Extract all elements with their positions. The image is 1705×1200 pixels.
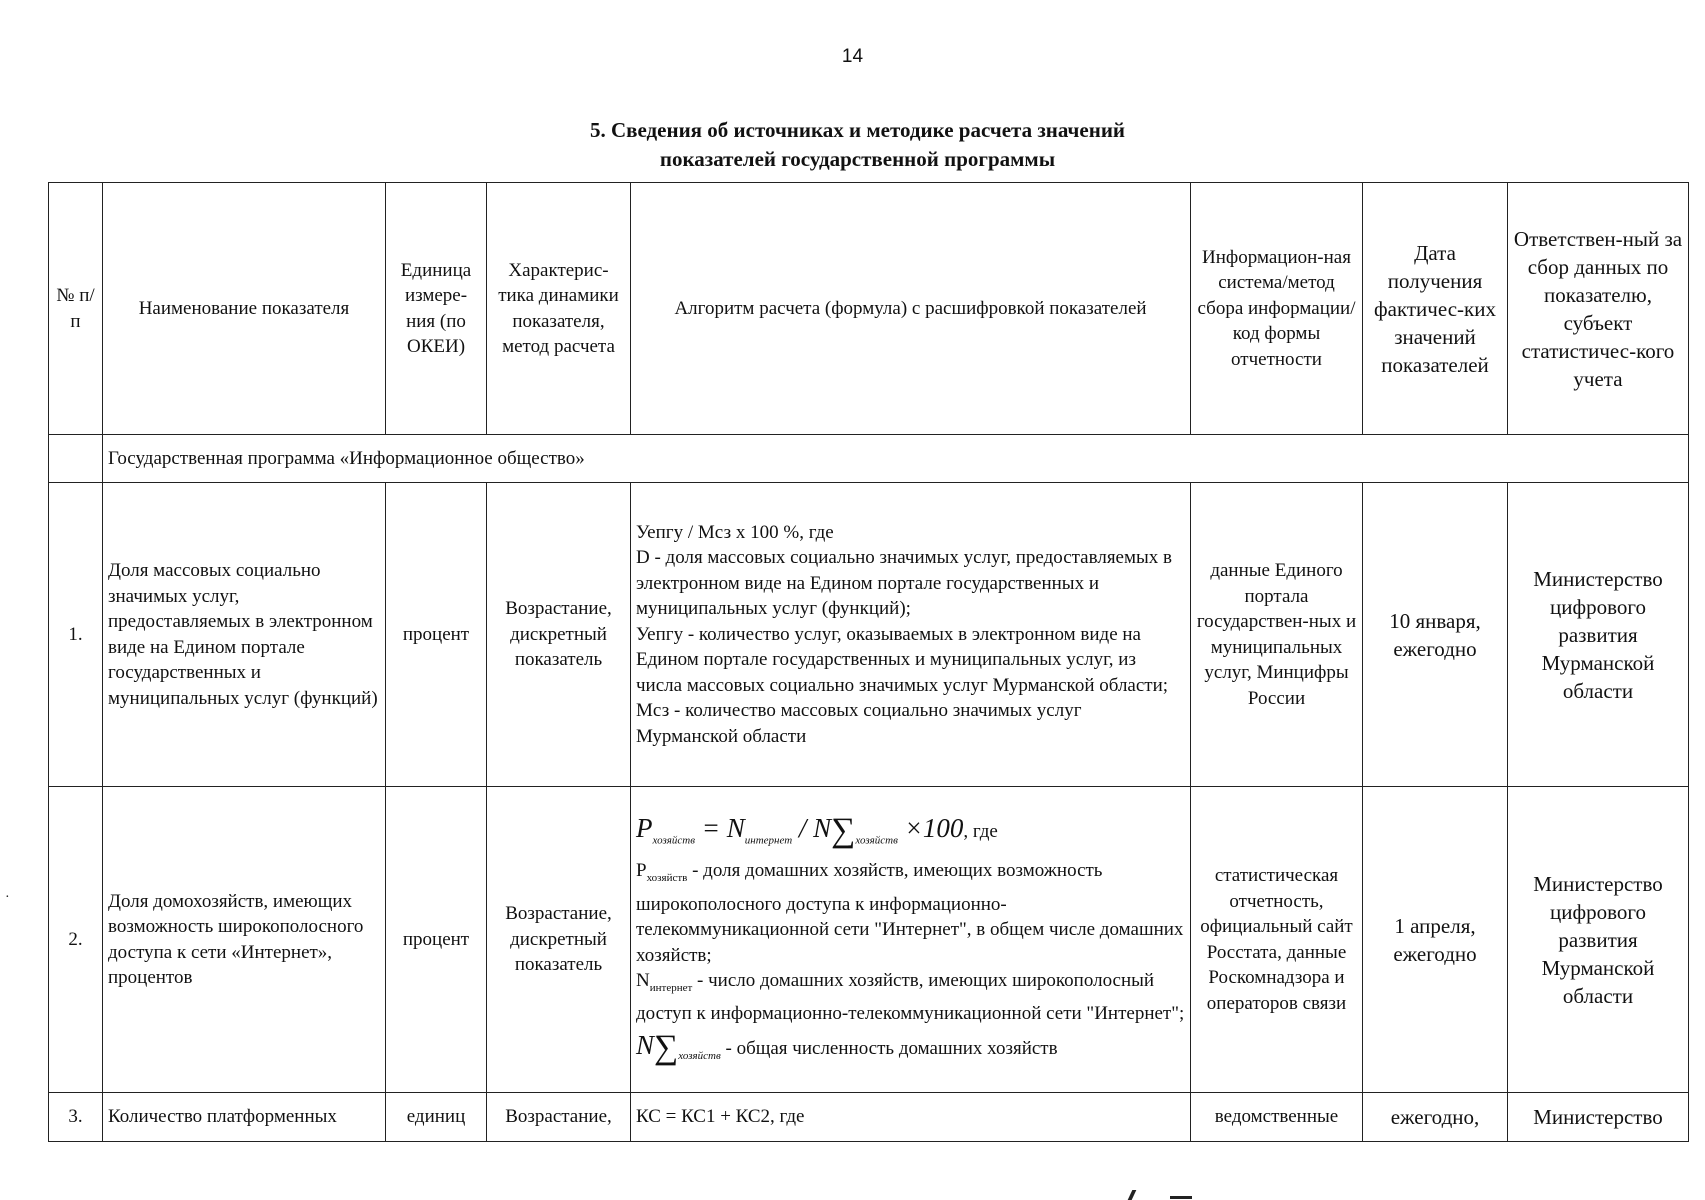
header-info-system: Информацион-ная система/метод сбора информации/ код формы отчетности [1191, 183, 1363, 435]
header-algorithm: Алгоритм расчета (формула) с расшифровкой показателей [631, 183, 1191, 435]
row-dynamics: Возрастание, дискретный показатель [487, 787, 631, 1093]
row-dynamics: Возрастание, [487, 1093, 631, 1142]
definition-sub: интернет [649, 981, 693, 994]
row-num: 2. [49, 787, 103, 1093]
household-formula [636, 810, 1185, 858]
formula-p: P [636, 812, 653, 843]
algorithm-line: Уепгу - количество услуг, оказываемых в электронном виде на Едином портале государственных и муниципальных услуг, из числа массовых социально значимых услуг Мурманской области; [636, 623, 1169, 696]
row-date: 1 апреля, ежегодно [1363, 787, 1508, 1093]
definition-text: - общая численность домашних хозяйств [720, 1037, 1058, 1059]
row-algorithm [631, 787, 1191, 1093]
row-info-system: статистическая отчетность, официальный сайт Росстата, данные Роскомнадзора и операторов связи [1191, 787, 1363, 1093]
header-num: № п/п [49, 183, 103, 435]
definition-symbol: N [636, 1029, 655, 1060]
algorithm-line: D - доля массовых социально значимых услуг, предоставляемых в электронном виде на Едином портале государственных и муниципальных услуг (функций); [636, 547, 1172, 620]
definition-sub: хозяйств [646, 872, 688, 885]
definition-p [636, 858, 1185, 968]
formula-tail: , где [963, 820, 998, 842]
scan-speck: · [5, 890, 10, 905]
table-row [49, 787, 1689, 1093]
document-title-line-2: показателей государственной программы [659, 147, 1056, 171]
definition-n [636, 968, 1185, 1027]
algorithm-line: Уепгу / Мсз x 100 %, где [636, 521, 834, 543]
formula-sigma: ∑ [831, 811, 856, 849]
section-empty-cell [49, 435, 103, 483]
row-name: Доля домохозяйств, имеющих возможность широкополосного доступа к сети «Интернет», процентов [103, 787, 386, 1093]
section-row [49, 435, 1689, 483]
row-name: Доля массовых социально значимых услуг, предоставляемых в электронном виде на Едином портале государственных и муниципальных услуг (функций) [103, 483, 386, 787]
table-header-row [49, 183, 1689, 435]
row-algorithm [631, 483, 1191, 787]
definition-symbol: N [636, 970, 650, 992]
scan-artifact [1128, 1190, 1137, 1200]
table-row [49, 1093, 1689, 1142]
row-name: Количество платформенных [103, 1093, 386, 1142]
algorithm-line: Мсз - количество массовых социально значимых услуг Мурманской области [636, 700, 1082, 747]
formula-n-sub: интернет [744, 834, 793, 847]
indicators-table [48, 182, 1689, 1142]
definition-symbol: P [636, 860, 647, 882]
scan-artifact [1170, 1196, 1192, 1199]
definition-text: - доля домашних хозяйств, имеющих возможность широкополосного доступа к информационно-телекоммуникационной сети "Интернет", в общем числе домашних хозяйств; [636, 860, 1184, 966]
row-info-system: данные Единого портала государствен-ных и муниципальных услуг, Минцифры России [1191, 483, 1363, 787]
header-name: Наименование показателя [103, 183, 386, 435]
formula-times: ×100 [897, 812, 964, 843]
formula-eq: = [694, 812, 727, 843]
definition-sigma: ∑ [654, 1028, 679, 1066]
row-responsible: Министерство цифрового развития Мурманской области [1508, 787, 1689, 1093]
row-responsible: Министерство цифрового развития Мурманской области [1508, 483, 1689, 787]
header-date: Дата получения фактичес-ких значений показателей [1363, 183, 1508, 435]
row-unit: единиц [386, 1093, 487, 1142]
row-date: ежегодно, [1363, 1093, 1508, 1142]
page-number: 14 [841, 46, 864, 67]
formula-p-sub: хозяйств [652, 834, 695, 847]
row-dynamics: Возрастание, дискретный показатель [487, 483, 631, 787]
formula-n: N [726, 812, 745, 843]
row-responsible: Министерство [1508, 1093, 1689, 1142]
definition-text: - число домашних хозяйств, имеющих широкополосный доступ к информационно-телекоммуникационной сети "Интернет"; [636, 970, 1185, 1025]
document-title-line-1: 5. Сведения об источниках и методике расчета значений [589, 118, 1126, 142]
header-responsible: Ответствен-ный за сбор данных по показателю, субъект статистичес-кого учета [1508, 183, 1689, 435]
row-info-system: ведомственные [1191, 1093, 1363, 1142]
table-row [49, 483, 1689, 787]
row-algorithm: КС = КС1 + КС2, где [631, 1093, 1191, 1142]
document-title [0, 116, 1705, 174]
formula-slash: / N [792, 812, 832, 843]
row-unit: процент [386, 787, 487, 1093]
section-title: Государственная программа «Информационное общество» [103, 435, 1689, 483]
row-num: 3. [49, 1093, 103, 1142]
row-unit: процент [386, 483, 487, 787]
row-num: 1. [49, 483, 103, 787]
row-date: 10 января, ежегодно [1363, 483, 1508, 787]
definition-sum [636, 1027, 1185, 1069]
formula-sigma-sub: хозяйств [855, 834, 898, 847]
header-unit: Единица измере-ния (по ОКЕИ) [386, 183, 487, 435]
definition-sub: хозяйств [678, 1049, 721, 1062]
header-dynamics: Характерис-тика динамики показателя, метод расчета [487, 183, 631, 435]
